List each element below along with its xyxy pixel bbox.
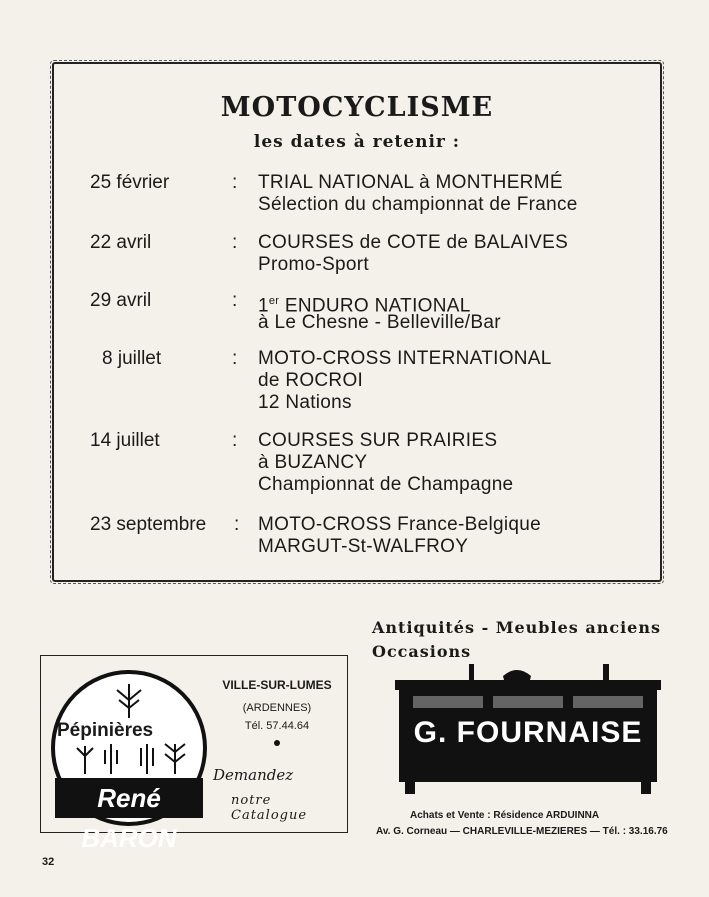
page-subtitle: les dates à retenir : xyxy=(253,132,461,152)
fournaise-name: G. FOURNAISE xyxy=(407,712,649,754)
event-line: 12 Nations xyxy=(258,392,352,413)
event-line: MOTO-CROSS France-Belgique xyxy=(258,514,542,535)
event-line: Championnat de Champagne xyxy=(258,474,514,495)
page-number: 32 xyxy=(42,856,55,868)
event-text xyxy=(258,232,568,276)
bullet-icon xyxy=(274,740,280,746)
event-date: 8 juillet xyxy=(102,348,162,369)
fournaise-heading: Antiquités - Meubles anciens xyxy=(372,618,661,637)
ordinal-suffix: er xyxy=(268,295,280,307)
event-date: 14 juillet xyxy=(90,430,160,451)
event-text xyxy=(258,172,578,216)
baron-address xyxy=(215,678,339,746)
event-line: Sélection du championnat de France xyxy=(258,194,578,215)
baron-logo xyxy=(51,670,207,853)
event-date: 22 avril xyxy=(90,232,152,253)
event-text xyxy=(258,514,541,558)
event-colon: : xyxy=(232,290,238,311)
event-line-text: ENDURO NATIONAL xyxy=(284,295,471,317)
event-date: 23 septembre xyxy=(90,514,207,535)
baron-phone: Tél. 57.44.64 xyxy=(244,720,310,732)
event-date: 29 avril xyxy=(90,290,152,311)
event-line: Promo-Sport xyxy=(258,254,370,275)
event-text xyxy=(258,430,513,496)
baron-town: VILLE-SUR-LUMES xyxy=(222,678,332,692)
events-frame xyxy=(52,62,662,582)
baron-region: (ARDENNES) xyxy=(242,702,312,714)
event-line: MARGUT-St-WALFROY xyxy=(258,536,469,557)
event-colon: : xyxy=(232,348,238,369)
event-date: 25 février xyxy=(90,172,170,193)
event-line: COURSES SUR PRAIRIES xyxy=(258,430,498,451)
sideboard-illustration xyxy=(393,662,663,796)
event-line: à Le Chesne - Belleville/Bar xyxy=(258,312,501,333)
baron-script-line2: notre Catalogue xyxy=(231,793,308,823)
baron-logo-top: Pépinières xyxy=(57,720,154,741)
event-colon: : xyxy=(232,430,238,451)
event-colon: : xyxy=(232,172,238,193)
event-line: TRIAL NATIONAL à MONTHERMÉ xyxy=(258,172,563,193)
ordinal-number: 1 xyxy=(258,295,269,317)
event-line: MOTO-CROSS INTERNATIONAL xyxy=(258,348,552,369)
page-title: MOTOCYCLISME xyxy=(220,92,494,123)
fournaise-footer-1: Achats et Vente : Résidence ARDUINNA xyxy=(410,810,600,821)
event-line: à BUZANCY xyxy=(258,452,368,473)
event-colon: : xyxy=(232,232,238,253)
event-line xyxy=(258,290,501,317)
baron-logo-bottom: René BARON xyxy=(55,778,203,818)
baron-advertisement xyxy=(40,655,348,853)
fournaise-footer-2: Av. G. Corneau — CHARLEVILLE-MEZIERES — Tél. : 33.16.76 xyxy=(376,826,668,837)
event-colon: : xyxy=(234,514,240,535)
fournaise-subheading: Occasions xyxy=(372,642,472,661)
event-line: de ROCROI xyxy=(258,370,364,391)
baron-script-line1: Demandez xyxy=(213,766,294,784)
event-line: COURSES de COTE de BALAIVES xyxy=(258,232,569,253)
event-text xyxy=(258,290,501,334)
event-text xyxy=(258,348,552,414)
